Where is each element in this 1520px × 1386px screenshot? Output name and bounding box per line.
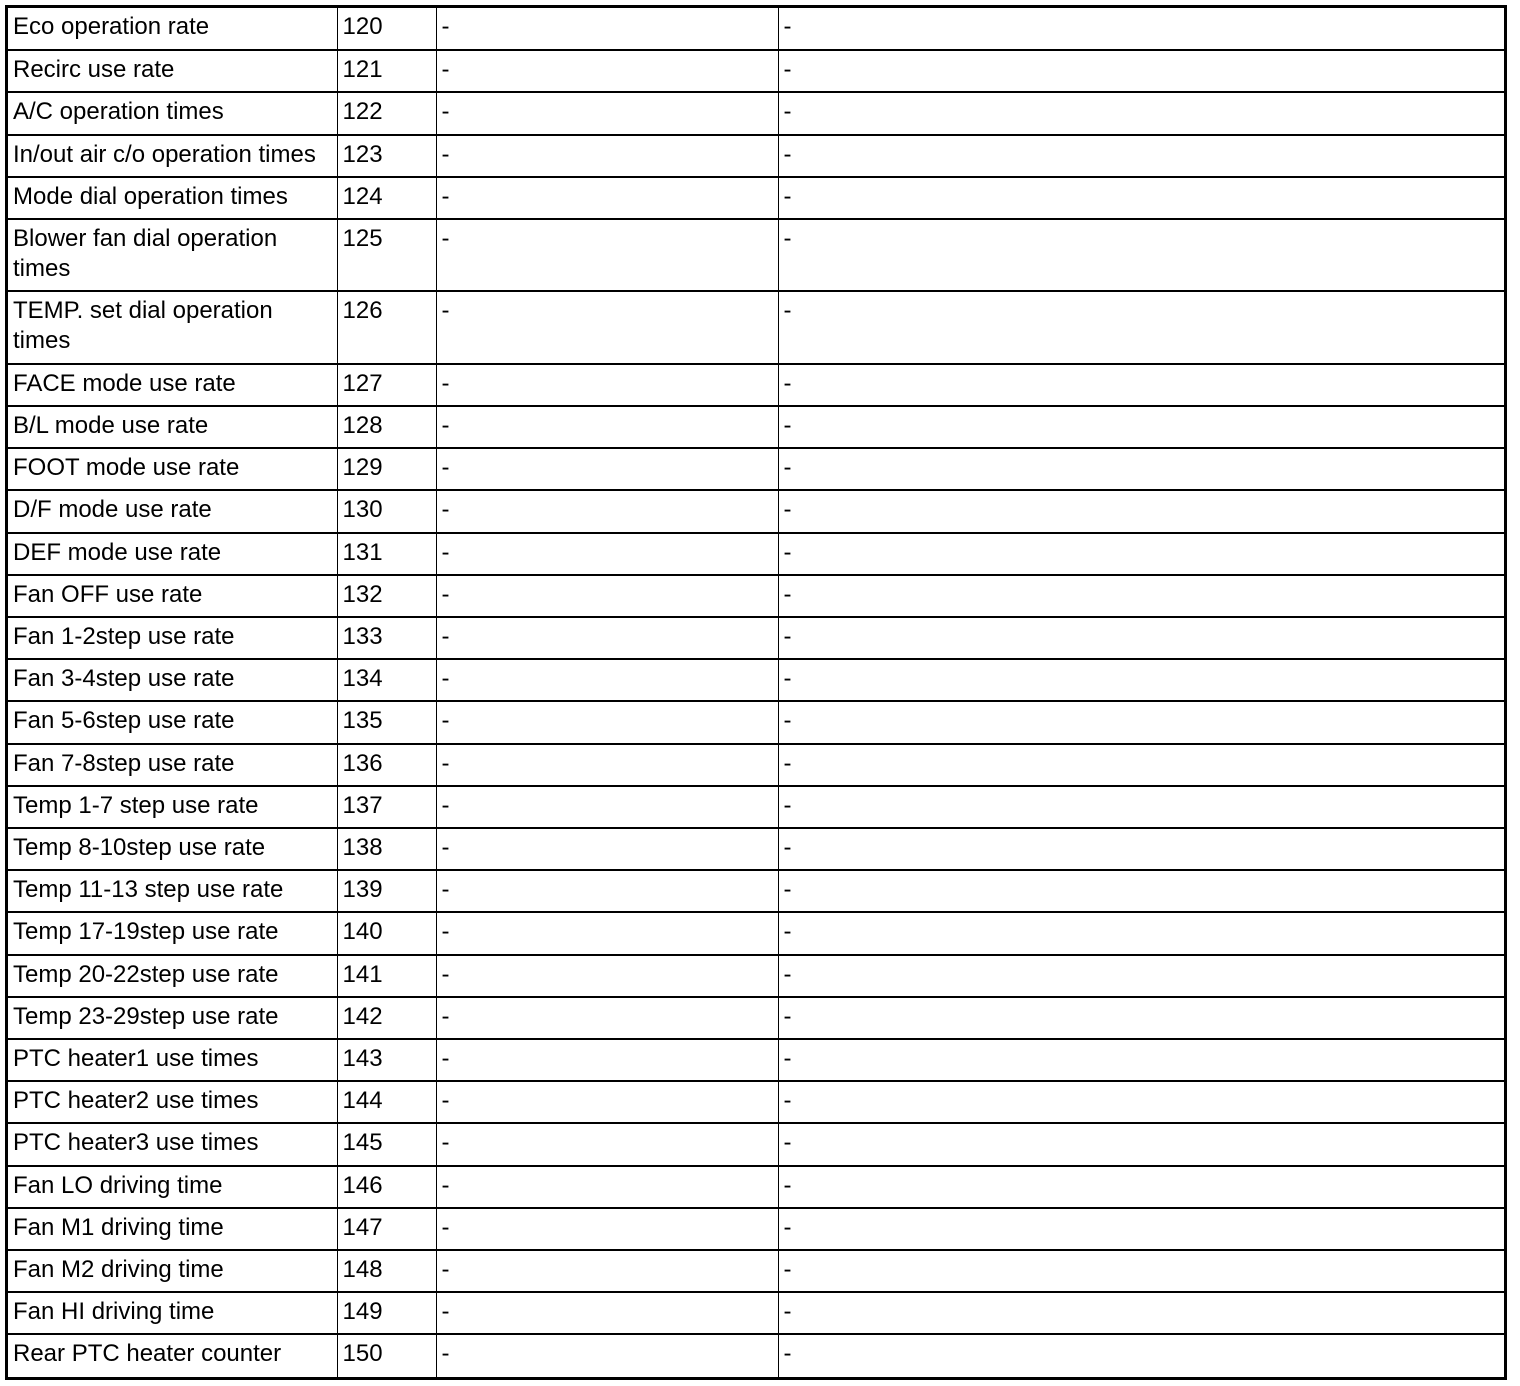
item-number-cell: 130 <box>337 490 436 532</box>
value-cell-4: - <box>778 364 1504 406</box>
value-cell-4: - <box>778 1292 1504 1334</box>
value-cell-3: - <box>436 490 778 532</box>
item-number-cell: 127 <box>337 364 436 406</box>
value-cell-4: - <box>778 786 1504 828</box>
item-name-cell: Fan LO driving time <box>8 1166 337 1208</box>
item-number-cell: 124 <box>337 177 436 219</box>
value-cell-3: - <box>436 364 778 406</box>
table-row <box>8 575 1504 617</box>
table-row <box>8 364 1504 406</box>
value-cell-4: - <box>778 659 1504 701</box>
item-number-cell: 141 <box>337 955 436 997</box>
item-name-cell: FACE mode use rate <box>8 364 337 406</box>
item-number-cell: 133 <box>337 617 436 659</box>
value-cell-3: - <box>436 997 778 1039</box>
table-row <box>8 912 1504 954</box>
value-cell-3: - <box>436 870 778 912</box>
item-name-cell: PTC heater2 use times <box>8 1081 337 1123</box>
value-cell-3: - <box>436 8 778 50</box>
item-name-cell: Fan 5-6step use rate <box>8 701 337 743</box>
table-row <box>8 997 1504 1039</box>
item-name-cell: Eco operation rate <box>8 8 337 50</box>
data-table <box>8 8 1504 1377</box>
item-name-cell: FOOT mode use rate <box>8 448 337 490</box>
value-cell-4: - <box>778 744 1504 786</box>
table-row <box>8 1123 1504 1165</box>
item-number-cell: 121 <box>337 50 436 92</box>
table-row <box>8 406 1504 448</box>
value-cell-4: - <box>778 870 1504 912</box>
table-row <box>8 1334 1504 1377</box>
value-cell-3: - <box>436 744 778 786</box>
value-cell-4: - <box>778 828 1504 870</box>
value-cell-4: - <box>778 1250 1504 1292</box>
item-number-cell: 135 <box>337 701 436 743</box>
value-cell-3: - <box>436 291 778 363</box>
value-cell-3: - <box>436 1334 778 1377</box>
item-name-cell: TEMP. set dial operation times <box>8 291 337 363</box>
item-name-cell: Fan 3-4step use rate <box>8 659 337 701</box>
value-cell-3: - <box>436 406 778 448</box>
item-name-cell: Fan M1 driving time <box>8 1208 337 1250</box>
value-cell-4: - <box>778 701 1504 743</box>
value-cell-4: - <box>778 912 1504 954</box>
item-name-cell: PTC heater1 use times <box>8 1039 337 1081</box>
value-cell-3: - <box>436 617 778 659</box>
value-cell-3: - <box>436 955 778 997</box>
value-cell-3: - <box>436 1039 778 1081</box>
value-cell-4: - <box>778 617 1504 659</box>
value-cell-4: - <box>778 1039 1504 1081</box>
value-cell-3: - <box>436 533 778 575</box>
value-cell-4: - <box>778 575 1504 617</box>
item-name-cell: Temp 20-22step use rate <box>8 955 337 997</box>
item-number-cell: 120 <box>337 8 436 50</box>
table-row <box>8 828 1504 870</box>
item-number-cell: 140 <box>337 912 436 954</box>
item-number-cell: 138 <box>337 828 436 870</box>
value-cell-4: - <box>778 1081 1504 1123</box>
item-name-cell: D/F mode use rate <box>8 490 337 532</box>
value-cell-4: - <box>778 177 1504 219</box>
value-cell-3: - <box>436 219 778 291</box>
item-name-cell: Temp 23-29step use rate <box>8 997 337 1039</box>
value-cell-3: - <box>436 1081 778 1123</box>
table-row <box>8 291 1504 363</box>
item-number-cell: 145 <box>337 1123 436 1165</box>
value-cell-4: - <box>778 406 1504 448</box>
item-name-cell: Mode dial operation times <box>8 177 337 219</box>
item-name-cell: Rear PTC heater counter <box>8 1334 337 1377</box>
table-row <box>8 219 1504 291</box>
value-cell-4: - <box>778 448 1504 490</box>
value-cell-4: - <box>778 955 1504 997</box>
value-cell-3: - <box>436 50 778 92</box>
item-number-cell: 148 <box>337 1250 436 1292</box>
item-name-cell: Recirc use rate <box>8 50 337 92</box>
item-name-cell: In/out air c/o operation times <box>8 135 337 177</box>
value-cell-4: - <box>778 1166 1504 1208</box>
table-row <box>8 448 1504 490</box>
table-row <box>8 490 1504 532</box>
item-name-cell: PTC heater3 use times <box>8 1123 337 1165</box>
value-cell-3: - <box>436 1208 778 1250</box>
item-number-cell: 136 <box>337 744 436 786</box>
item-number-cell: 129 <box>337 448 436 490</box>
table-row <box>8 701 1504 743</box>
item-name-cell: Temp 1-7 step use rate <box>8 786 337 828</box>
item-name-cell: Fan HI driving time <box>8 1292 337 1334</box>
table-row <box>8 870 1504 912</box>
value-cell-3: - <box>436 912 778 954</box>
table-row <box>8 617 1504 659</box>
item-number-cell: 123 <box>337 135 436 177</box>
table-row <box>8 1166 1504 1208</box>
table-row <box>8 659 1504 701</box>
value-cell-4: - <box>778 1334 1504 1377</box>
table-row <box>8 50 1504 92</box>
value-cell-3: - <box>436 575 778 617</box>
value-cell-3: - <box>436 448 778 490</box>
value-cell-3: - <box>436 1292 778 1334</box>
item-number-cell: 137 <box>337 786 436 828</box>
value-cell-4: - <box>778 1123 1504 1165</box>
value-cell-4: - <box>778 50 1504 92</box>
item-number-cell: 134 <box>337 659 436 701</box>
value-cell-4: - <box>778 997 1504 1039</box>
table-row <box>8 1250 1504 1292</box>
value-cell-4: - <box>778 92 1504 134</box>
item-number-cell: 139 <box>337 870 436 912</box>
item-number-cell: 132 <box>337 575 436 617</box>
item-name-cell: Fan 7-8step use rate <box>8 744 337 786</box>
item-number-cell: 122 <box>337 92 436 134</box>
value-cell-4: - <box>778 291 1504 363</box>
value-cell-3: - <box>436 828 778 870</box>
value-cell-3: - <box>436 786 778 828</box>
table-row <box>8 177 1504 219</box>
value-cell-4: - <box>778 219 1504 291</box>
table-row <box>8 135 1504 177</box>
value-cell-4: - <box>778 1208 1504 1250</box>
item-name-cell: B/L mode use rate <box>8 406 337 448</box>
data-table-frame <box>5 5 1507 1380</box>
table-row <box>8 1039 1504 1081</box>
table-row <box>8 744 1504 786</box>
value-cell-4: - <box>778 135 1504 177</box>
item-name-cell: Temp 17-19step use rate <box>8 912 337 954</box>
item-number-cell: 126 <box>337 291 436 363</box>
item-number-cell: 149 <box>337 1292 436 1334</box>
item-number-cell: 144 <box>337 1081 436 1123</box>
item-number-cell: 147 <box>337 1208 436 1250</box>
item-name-cell: Fan OFF use rate <box>8 575 337 617</box>
item-number-cell: 128 <box>337 406 436 448</box>
item-name-cell: Fan 1-2step use rate <box>8 617 337 659</box>
item-name-cell: Temp 8-10step use rate <box>8 828 337 870</box>
value-cell-3: - <box>436 1250 778 1292</box>
table-row <box>8 786 1504 828</box>
table-row <box>8 92 1504 134</box>
item-name-cell: Fan M2 driving time <box>8 1250 337 1292</box>
value-cell-3: - <box>436 177 778 219</box>
table-row <box>8 8 1504 50</box>
item-number-cell: 125 <box>337 219 436 291</box>
value-cell-4: - <box>778 8 1504 50</box>
value-cell-3: - <box>436 1123 778 1165</box>
value-cell-3: - <box>436 1166 778 1208</box>
item-name-cell: Blower fan dial operation times <box>8 219 337 291</box>
item-name-cell: DEF mode use rate <box>8 533 337 575</box>
value-cell-3: - <box>436 92 778 134</box>
table-row <box>8 955 1504 997</box>
item-number-cell: 146 <box>337 1166 436 1208</box>
value-cell-4: - <box>778 490 1504 532</box>
item-number-cell: 150 <box>337 1334 436 1377</box>
value-cell-4: - <box>778 533 1504 575</box>
item-name-cell: Temp 11-13 step use rate <box>8 870 337 912</box>
table-row <box>8 1081 1504 1123</box>
item-name-cell: A/C operation times <box>8 92 337 134</box>
table-row <box>8 533 1504 575</box>
item-number-cell: 142 <box>337 997 436 1039</box>
item-number-cell: 131 <box>337 533 436 575</box>
table-row <box>8 1292 1504 1334</box>
table-row <box>8 1208 1504 1250</box>
value-cell-3: - <box>436 659 778 701</box>
table-body <box>8 8 1504 1377</box>
value-cell-3: - <box>436 701 778 743</box>
value-cell-3: - <box>436 135 778 177</box>
item-number-cell: 143 <box>337 1039 436 1081</box>
